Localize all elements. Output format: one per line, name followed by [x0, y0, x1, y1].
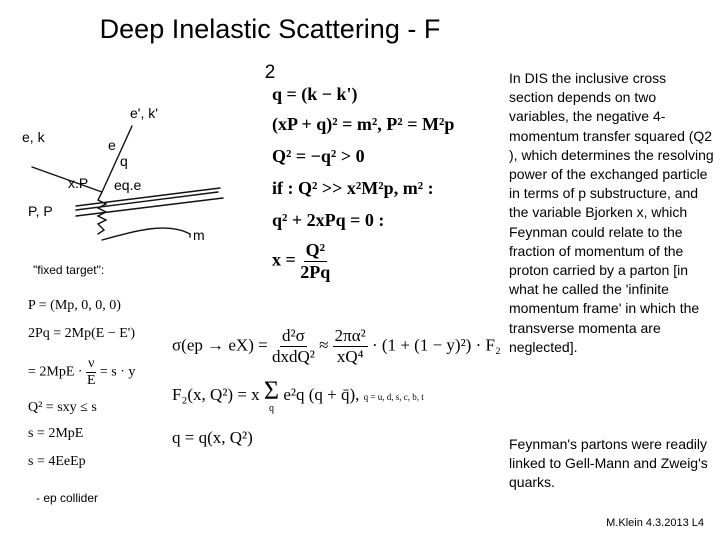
- ft-eq3-den: E: [86, 373, 96, 388]
- cs-lhs: σ(ep → eX) =: [172, 335, 268, 355]
- f2-rhs: e²q (q + q̄),: [283, 384, 360, 404]
- footer-credit: M.Klein 4.3.2013 L4: [606, 517, 704, 529]
- cs-diff-fraction: [272, 326, 315, 367]
- cs-approx: ≈: [319, 335, 329, 355]
- label-photon: q: [120, 153, 128, 169]
- x-lhs: x =: [272, 249, 296, 270]
- label-vertex: e: [108, 137, 116, 153]
- ep-collider-label: - ep collider: [36, 491, 99, 505]
- cross-section-eq: [172, 326, 501, 367]
- ft-eq4: Q² = sxy ≤ s: [28, 400, 97, 415]
- eq-q2: Q² = −q² > 0: [272, 146, 365, 166]
- f2-flavors: q = u, d, s, c, b, t: [363, 391, 424, 402]
- q-distribution-eq: q = q(x, Q²): [172, 428, 253, 447]
- ft-eq3-lhs: = 2MpE ·: [28, 364, 83, 380]
- ft-eq3-fraction: [86, 356, 96, 389]
- ft-eq2: 2Pq = 2Mp(E − E'): [28, 326, 135, 341]
- eq-if: if : Q² >> x²M²p, m² :: [272, 178, 434, 198]
- ft-eq3: [28, 356, 135, 389]
- x-fraction: [300, 240, 330, 283]
- x-denominator: 2Pq: [300, 262, 331, 282]
- sum-index: q: [268, 403, 274, 414]
- feynman-diagram: [18, 92, 248, 252]
- label-proton: P, P: [28, 203, 53, 219]
- incoming-electron-line: [32, 167, 102, 192]
- cs-diff-den: dxdQ²: [271, 347, 315, 366]
- ft-eq1: P = (Mp, 0, 0, 0): [28, 298, 121, 313]
- label-remnant: m: [193, 227, 205, 243]
- cs-diff-num: d²σ: [282, 326, 305, 345]
- label-charge: eq.e: [114, 177, 142, 193]
- slide-title: [60, 12, 480, 90]
- ft-eq5: s = 2MpE: [28, 426, 84, 441]
- sum-symbol: Σ: [263, 376, 280, 405]
- title-main: Deep Inelastic Scattering - F: [99, 14, 441, 44]
- partons-quarks-text: Feynman's partons were readily linked to Gell-Mann and Zweig's quarks.: [509, 436, 708, 491]
- cs-coef-num: 2πα²: [334, 326, 366, 345]
- label-electron-in: e, k: [22, 129, 45, 145]
- cs-coef-den: xQ⁴: [336, 347, 364, 366]
- eq-bjorken-x: [272, 240, 330, 283]
- ft-eq3-num: ν: [88, 356, 95, 371]
- cs-coef-fraction: [333, 326, 368, 367]
- eq-mass: (xP + q)² = m², P² = M²p: [272, 114, 455, 134]
- label-electron-out: e', k': [130, 105, 158, 121]
- fixed-target-label: "fixed target":: [33, 263, 105, 277]
- cs-tail: · (1 + (1 − y)²) · F₂: [372, 335, 501, 355]
- ft-eq6: s = 4EeEp: [28, 454, 86, 469]
- label-parton: x.P: [68, 175, 89, 191]
- x-numerator: Q²: [305, 240, 325, 260]
- f2-eq: [172, 378, 424, 414]
- eq-q-def: q = (k − k'): [272, 84, 358, 104]
- ft-eq3-rhs: = s · y: [99, 364, 136, 380]
- eq-rel: q² + 2xPq = 0 :: [272, 210, 385, 230]
- f2-sum: [264, 378, 279, 414]
- parton-line: [102, 228, 190, 240]
- f2-lhs: F₂(x, Q²) = x: [172, 384, 260, 404]
- title-subscript: 2: [264, 62, 276, 83]
- explanation-text: In DIS the inclusive cross section depends on two variables, the negative 4-momentum transfer squared (Q2 ), which determines the resolving power of the exchanged particle in terms of p substructure, and the variable Bjorken x, which Feynman could relate to the fraction of momentum of the proton carried by a parton [in what he called the 'infinite momentum frame' in which the transverse momenta are neglected].: [509, 70, 714, 355]
